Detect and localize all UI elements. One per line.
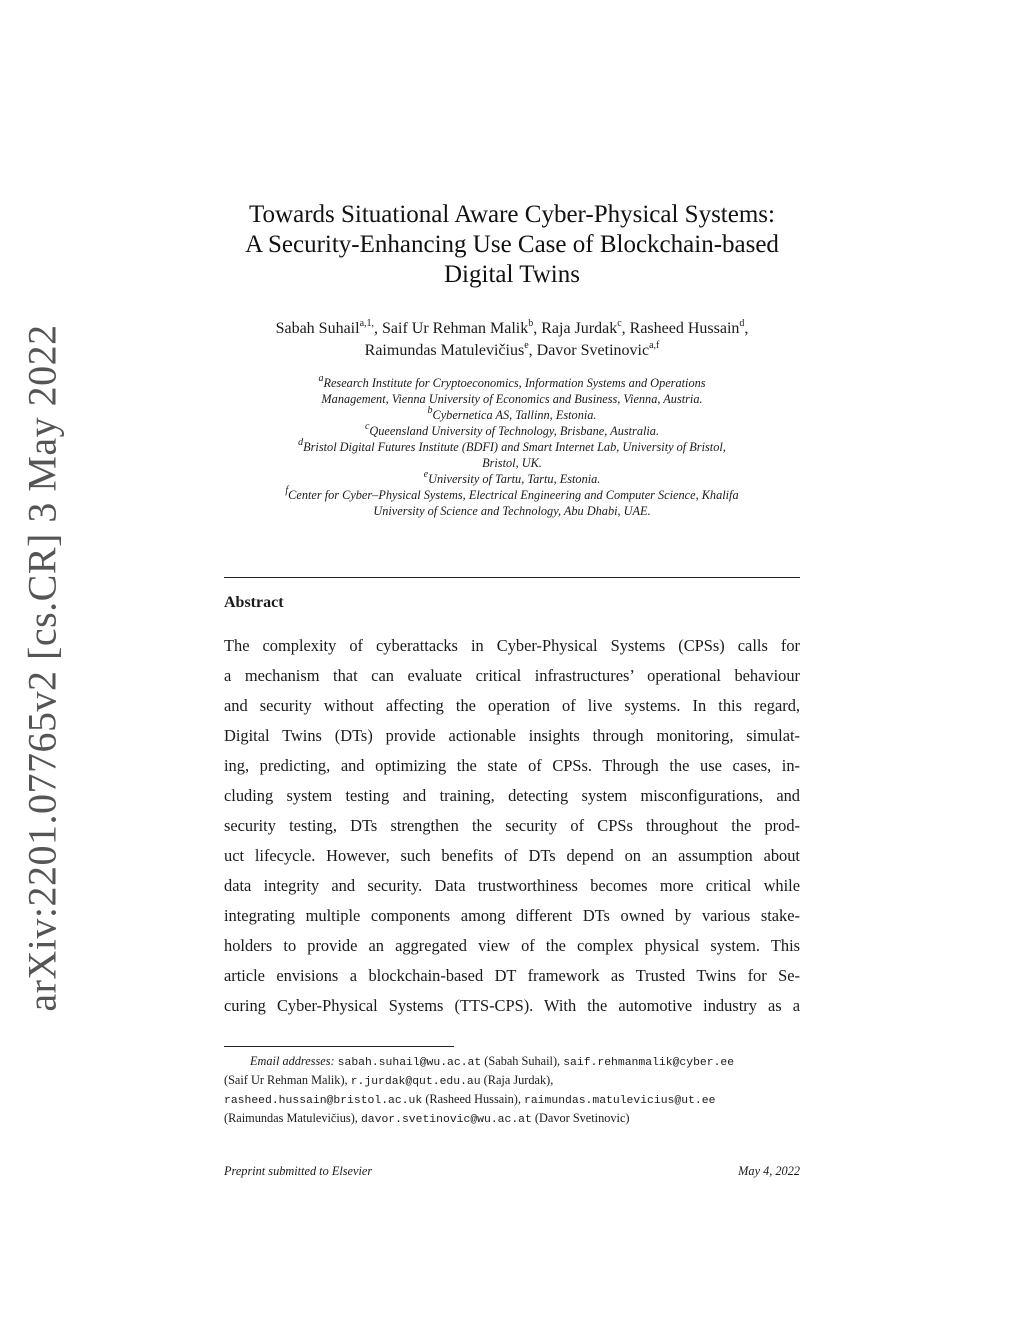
- author-affil-mark: a,f: [649, 339, 660, 351]
- author-affil-mark: e: [524, 339, 529, 351]
- email-footnote: [224, 1053, 804, 1129]
- footnote-line: [224, 1110, 804, 1129]
- affiliation-line: [215, 503, 809, 519]
- author-name: Rasheed Hussain: [629, 320, 740, 337]
- author-line-2: [215, 340, 809, 362]
- title-line: Towards Situational Aware Cyber-Physical Systems:: [249, 201, 775, 228]
- affiliation-mark: f: [285, 484, 289, 496]
- affiliation-mark: e: [423, 468, 429, 480]
- abstract-body: [224, 631, 800, 1021]
- footnote-line: [224, 1072, 804, 1091]
- abstract-line: data integrity and security. Data trustworthiness becomes more critical while: [224, 876, 800, 895]
- abstract-line: holders to provide an aggregated view of the complex physical system. This: [224, 936, 800, 955]
- footnote-line: [224, 1091, 804, 1110]
- author-affil-mark: a,1,: [359, 317, 375, 329]
- affiliation-mark: a: [318, 372, 324, 384]
- abstract-line: cluding system testing and training, detecting system misconfigurations, and: [224, 786, 800, 805]
- email-link[interactable]: sabah.suhail@wu.ac.at: [337, 1057, 482, 1069]
- affiliation-line: [215, 484, 809, 503]
- author-line-1: [215, 318, 809, 340]
- email-link[interactable]: r.jurdak@qut.edu.au: [350, 1076, 481, 1088]
- abstract-heading: Abstract: [224, 594, 284, 611]
- author-separator: ,: [374, 320, 383, 337]
- affiliation-text: Research Institute for Cryptoeconomics, Information Systems and Operations: [323, 376, 706, 390]
- title-line: A Security-Enhancing Use Case of Blockchain-based: [245, 231, 779, 258]
- email-owner: (Raimundas Matulevičius),: [224, 1111, 358, 1125]
- abstract-line: curing Cyber-Physical Systems (TTS-CPS). With the automotive industry as a: [224, 996, 800, 1015]
- author-name: Raimundas Matulevičius: [364, 342, 525, 359]
- affiliation-text: University of Science and Technology, Abu Dhabi, UAE.: [373, 504, 651, 518]
- email-owner: (Sabah Suhail),: [484, 1054, 561, 1068]
- email-link[interactable]: raimundas.matulevicius@ut.ee: [524, 1095, 716, 1107]
- author-separator: ,: [744, 320, 749, 337]
- footnote-line: [224, 1053, 804, 1072]
- affiliation-text: Queensland University of Technology, Brisbane, Australia.: [369, 424, 660, 438]
- footnote-label: Email addresses:: [250, 1054, 335, 1068]
- affiliation-text: Center for Cyber–Physical Systems, Electrical Engineering and Computer Science, Khalifa: [288, 488, 739, 502]
- affiliation-line: [215, 404, 809, 423]
- author-affil-mark: c: [617, 317, 622, 329]
- paper-title: [224, 200, 800, 290]
- abstract-line: integrating multiple components among different DTs owned by various stake-: [224, 906, 800, 925]
- affiliation-list: [215, 372, 809, 519]
- abstract-line: security testing, DTs strengthen the security of CPSs throughout the prod-: [224, 816, 800, 835]
- author-name: Saif Ur Rehman Malik: [382, 320, 529, 337]
- email-owner: (Raja Jurdak),: [483, 1073, 554, 1087]
- arxiv-id: arXiv:2201.07765v2 [cs.CR] 3 May 2022: [19, 324, 65, 1012]
- author-separator: ,: [528, 342, 537, 359]
- abstract-top-rule: [224, 577, 800, 578]
- preprint-date: May 4, 2022: [738, 1164, 800, 1178]
- affiliation-line: [215, 391, 809, 407]
- abstract-line: ing, predicting, and optimizing the state of CPSs. Through the use cases, in-: [224, 756, 800, 775]
- affiliation-mark: d: [298, 436, 304, 448]
- author-list: [215, 318, 809, 362]
- affiliation-mark: b: [427, 404, 433, 416]
- author-separator: ,: [533, 320, 542, 337]
- email-owner: (Rasheed Hussain),: [425, 1092, 521, 1106]
- author-affil-mark: b: [528, 317, 534, 329]
- affiliation-line: [215, 468, 809, 487]
- email-link[interactable]: saif.rehmanmalik@cyber.ee: [563, 1057, 735, 1069]
- author-affil-mark: d: [739, 317, 745, 329]
- abstract-line: a mechanism that can evaluate critical infrastructures’ operational behaviour: [224, 666, 800, 685]
- abstract-line: article envisions a blockchain-based DT framework as Trusted Twins for Se-: [224, 966, 800, 985]
- footnote-rule: [224, 1046, 454, 1047]
- preprint-note: Preprint submitted to Elsevier: [224, 1164, 373, 1178]
- affiliation-line: [215, 420, 809, 439]
- affiliation-line: [215, 455, 809, 471]
- affiliation-line: [215, 436, 809, 455]
- affiliation-text: Bristol, UK.: [482, 456, 542, 470]
- affiliation-text: Bristol Digital Futures Institute (BDFI) and Smart Internet Lab, University of Bristol,: [303, 440, 726, 454]
- abstract-line: The complexity of cyberattacks in Cyber-Physical Systems (CPSs) calls for: [224, 636, 800, 655]
- affiliation-text: University of Tartu, Tartu, Estonia.: [428, 472, 601, 486]
- title-line: Digital Twins: [444, 261, 580, 288]
- affiliation-text: Management, Vienna University of Economics and Business, Vienna, Austria.: [321, 392, 703, 406]
- author-name: Raja Jurdak: [541, 320, 618, 337]
- affiliation-line: [215, 372, 809, 391]
- abstract-line: and security without affecting the operation of live systems. In this regard,: [224, 696, 800, 715]
- abstract-line: Digital Twins (DTs) provide actionable insights through monitoring, simulat-: [224, 726, 800, 745]
- email-owner: (Davor Svetinovic): [534, 1111, 630, 1125]
- author-name: Sabah Suhail: [275, 320, 360, 337]
- email-link[interactable]: rasheed.hussain@bristol.ac.uk: [224, 1095, 423, 1107]
- email-owner: (Saif Ur Rehman Malik),: [224, 1073, 348, 1087]
- abstract-line: uct lifecycle. However, such benefits of DTs depend on an assumption about: [224, 846, 800, 865]
- affiliation-text: Cybernetica AS, Tallinn, Estonia.: [432, 408, 597, 422]
- author-separator: ,: [621, 320, 630, 337]
- email-link[interactable]: davor.svetinovic@wu.ac.at: [360, 1114, 532, 1126]
- author-name: Davor Svetinovic: [536, 342, 650, 359]
- affiliation-mark: c: [364, 420, 370, 432]
